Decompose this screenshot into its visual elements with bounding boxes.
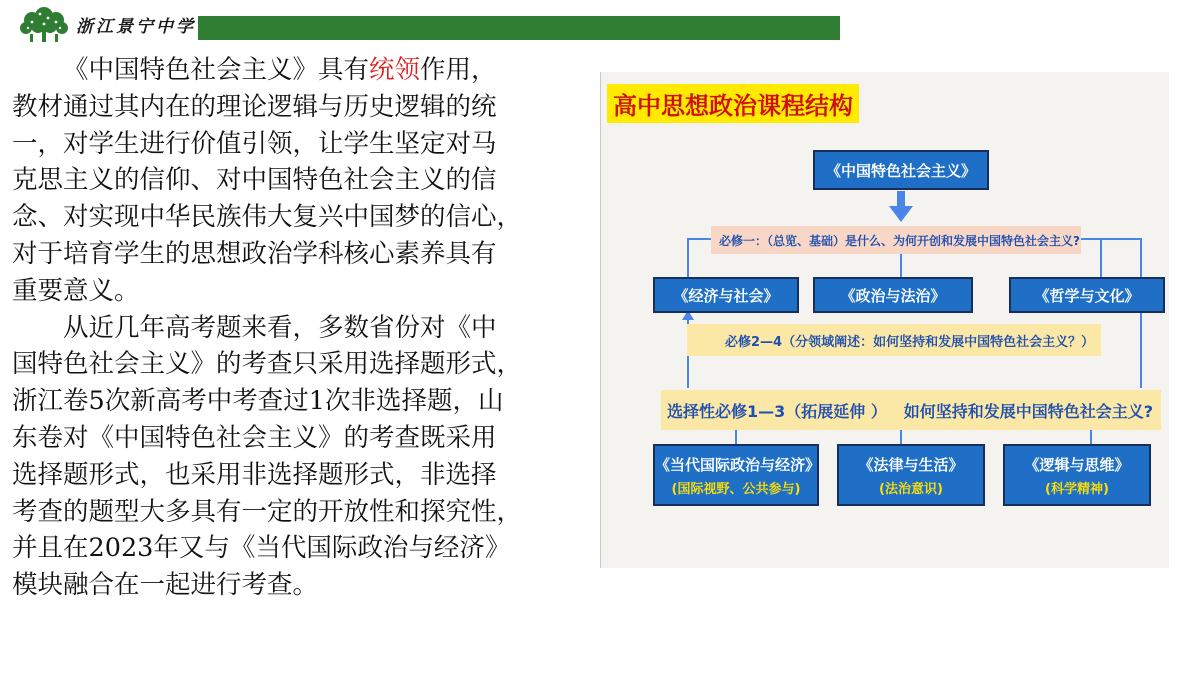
text-span: 《中国特色社会主义》具有 bbox=[63, 55, 370, 85]
paragraph-2 bbox=[12, 310, 587, 604]
box-label: 《逻辑与思维》 bbox=[1024, 455, 1130, 474]
elective-course-box bbox=[1003, 444, 1151, 506]
band-label: 必修2—4（分领域阐述：如何坚持和发展中国特色社会主义？） bbox=[725, 334, 1095, 350]
box-label: 《政治与法治》 bbox=[840, 286, 946, 305]
connector-line bbox=[1081, 239, 1101, 277]
text-span: 作用， bbox=[420, 55, 497, 85]
body-text bbox=[12, 52, 587, 604]
text-line: 考查的题型大多具有一定的开放性和探究性， bbox=[12, 496, 523, 527]
text-line: 念、对实现中华民族伟大复兴中国梦的信心， bbox=[12, 202, 523, 233]
text-line: 东卷对《中国特色社会主义》的考查既采用 bbox=[12, 422, 497, 453]
text-line: 从近几年高考题来看，多数省份对《中 bbox=[63, 312, 497, 343]
band-label: 必修一：（总览、基础）是什么、为何开创和发展中国特色社会主义? bbox=[719, 233, 1080, 248]
course-structure-diagram bbox=[600, 72, 1169, 568]
connector-line bbox=[1101, 239, 1141, 388]
highlight-text: 统领 bbox=[369, 55, 421, 85]
elective-course-box bbox=[837, 444, 985, 506]
down-arrow-icon bbox=[897, 191, 905, 207]
box-label: 《哲学与文化》 bbox=[1034, 286, 1140, 305]
text-line: 并且在2023年又与《当代国际政治与经济》 bbox=[12, 533, 511, 564]
text-line: 浙江卷5次新高考中考查过1次非选择题，山 bbox=[12, 386, 504, 417]
text-line bbox=[12, 52, 587, 89]
top-course-box bbox=[813, 150, 989, 190]
box-sublabel: (国际视野、公共参与) bbox=[671, 481, 801, 497]
required-two-four-band bbox=[687, 324, 1101, 356]
text-line: 对于培育学生的思想政治学科核心素养具有 bbox=[12, 238, 497, 269]
connector-line bbox=[688, 239, 711, 277]
required-course-box bbox=[1009, 277, 1165, 313]
box-label: 《当代国际政治与经济》 bbox=[655, 455, 821, 474]
text-line: 一，对学生进行价值引领，让学生坚定对马 bbox=[12, 128, 497, 159]
band-label-right: 如何坚持和发展中国特色社会主义? bbox=[903, 401, 1153, 421]
text-line: 克思主义的信仰、对中国特色社会主义的信 bbox=[12, 165, 497, 196]
header-bar bbox=[198, 16, 840, 40]
down-arrow-icon bbox=[889, 206, 913, 222]
diagram-title: 高中思想政治课程结构 bbox=[607, 84, 859, 123]
band-label-left: 选择性必修1—3（拓展延伸 ） bbox=[667, 401, 887, 421]
text-line: 重要意义。 bbox=[12, 275, 140, 306]
school-name: 浙江景宁中学 bbox=[76, 17, 196, 37]
text-line: 选择题形式，也采用非选择题形式，非选择 bbox=[12, 459, 497, 490]
text-line: 教材通过其内在的理论逻辑与历史逻辑的统 bbox=[12, 91, 497, 122]
header bbox=[0, 0, 1200, 48]
box-label: 《中国特色社会主义》 bbox=[825, 161, 976, 180]
school-logo-tree-icon bbox=[18, 4, 70, 44]
paragraph-1 bbox=[12, 52, 587, 310]
box-sublabel: (法治意识) bbox=[879, 481, 943, 497]
required-one-band bbox=[711, 226, 1081, 254]
box-sublabel: (科学精神) bbox=[1045, 481, 1109, 497]
elective-band bbox=[661, 390, 1161, 430]
required-course-box bbox=[813, 277, 973, 313]
elective-course-box bbox=[653, 444, 819, 506]
box-label: 《法律与生活》 bbox=[858, 455, 964, 474]
box-label: 《经济与社会》 bbox=[673, 286, 779, 305]
text-line: 模块融合在一起进行考查。 bbox=[12, 570, 319, 601]
required-course-box bbox=[653, 277, 799, 313]
text-line: 国特色社会主义》的考查只采用选择题形式， bbox=[12, 349, 523, 380]
